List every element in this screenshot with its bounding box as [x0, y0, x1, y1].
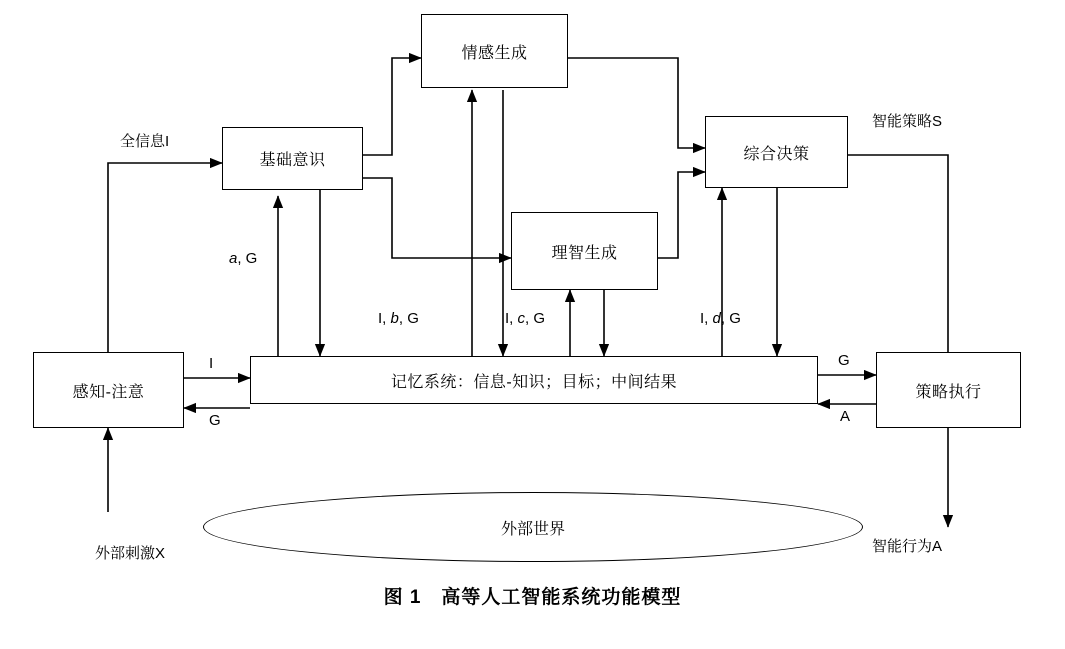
node-basic-consciousness — [222, 127, 363, 190]
edge-label-g-execution: G — [838, 352, 850, 369]
edge-label-strategy-s: 智能策略S — [872, 113, 943, 130]
edge-label-external-x: 外部刺激X — [95, 545, 166, 562]
node-memory-system — [250, 356, 818, 404]
node-perception-attention-label: 感知-注意 — [72, 383, 145, 401]
node-external-world — [203, 492, 863, 562]
node-reason — [511, 212, 658, 290]
edge-label-behavior-a: 智能行为A — [872, 538, 943, 555]
edge-label-full-info: 全信息I — [120, 133, 170, 150]
edge-label-a-g: a, G — [229, 250, 258, 267]
node-emotion-label: 情感生成 — [461, 44, 528, 62]
node-memory-system-label: 记忆系统：信息-知识；目标；中间结果 — [390, 373, 678, 391]
node-reason-label: 理智生成 — [551, 244, 618, 262]
edge-label-a-execution: A — [840, 408, 851, 425]
edge-label-i-d-g: I, d, G — [700, 310, 741, 327]
edge-label-i-c-g: I, c, G — [505, 310, 546, 327]
node-external-world-label: 外部世界 — [500, 520, 565, 538]
node-perception-attention — [33, 352, 184, 428]
edge-label-i-perception: I — [209, 355, 214, 372]
node-strategy-execution-label: 策略执行 — [915, 383, 982, 401]
node-decision — [705, 116, 848, 188]
node-strategy-execution — [876, 352, 1021, 428]
figure-caption: 图 1 高等人工智能系统功能模型 — [383, 587, 682, 608]
edge-label-g-perception: G — [209, 412, 221, 429]
node-decision-label: 综合决策 — [743, 145, 810, 163]
node-basic-consciousness-label: 基础意识 — [259, 152, 326, 169]
node-emotion — [421, 14, 568, 88]
edge-label-i-b-g: I, b, G — [378, 310, 419, 327]
